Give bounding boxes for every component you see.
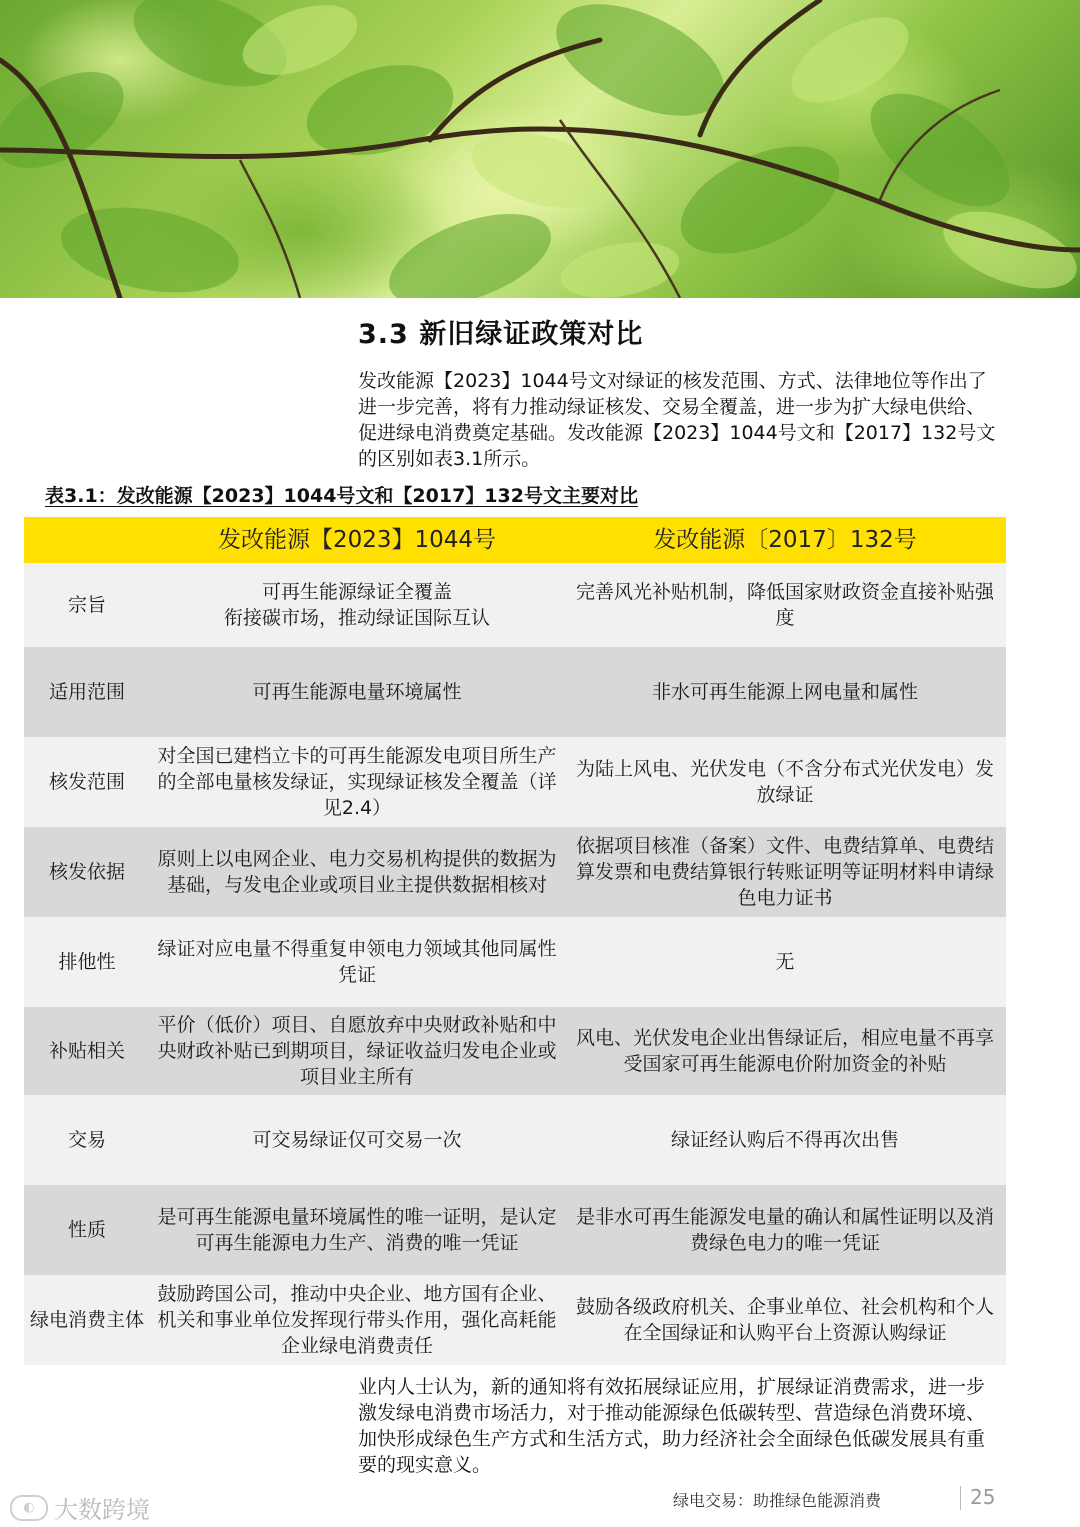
table-row <box>24 737 1006 827</box>
table-row <box>24 1275 1006 1365</box>
cell-2017: 非水可再生能源上网电量和属性 <box>651 681 918 703</box>
row-label: 性质 <box>67 1219 106 1241</box>
table-caption: 表3.1：发改能源【2023】1044号文和【2017】132号文主要对比 <box>45 485 638 507</box>
footer-divider <box>960 1486 961 1510</box>
cell-2017: 无 <box>775 951 795 973</box>
row-label: 交易 <box>67 1129 106 1151</box>
cell-2017: 依据项目核准（备案）文件、电费结算单、电费结算发票和电费结算银行转账证明等证明材料申请绿色电力证书 <box>575 835 994 909</box>
watermark-text: 大数跨境 <box>54 1496 150 1524</box>
watermark-logo-icon: ◐ <box>10 1495 48 1521</box>
row-label: 宗旨 <box>67 594 106 616</box>
cell-2023: 是可再生能源电量环境属性的唯一证明，是认定可再生能源电力生产、消费的唯一凭证 <box>157 1206 557 1254</box>
cell-2017: 是非水可再生能源发电量的确认和属性证明以及消费绿色电力的唯一凭证 <box>575 1206 994 1254</box>
cell-2017: 风电、光伏发电企业出售绿证后，相应电量不再享受国家可再生能源电价附加资金的补贴 <box>575 1027 994 1075</box>
table-row <box>24 563 1006 647</box>
row-label: 适用范围 <box>48 681 125 703</box>
cell-2017: 绿证经认购后不得再次出售 <box>670 1129 899 1151</box>
cell-2017: 鼓励各级政府机关、企事业单位、社会机构和个人在全国绿证和认购平台上资源认购绿证 <box>575 1296 994 1344</box>
section-title: 3.3 新旧绿证政策对比 <box>358 319 644 350</box>
row-label: 补贴相关 <box>48 1040 125 1062</box>
comparison-table <box>24 517 1006 1365</box>
cell-2023: 可再生能源电量环境属性 <box>252 681 462 703</box>
row-label: 绿电消费主体 <box>29 1309 144 1331</box>
header-cell-2023: 发改能源【2023】1044号 <box>217 527 497 553</box>
table-row <box>24 917 1006 1007</box>
table-header-row <box>24 517 1006 563</box>
watermark-logo <box>10 1490 150 1525</box>
table-row <box>24 827 1006 917</box>
table-row <box>24 647 1006 737</box>
row-label: 核发范围 <box>48 771 125 793</box>
cell-2023: 可再生能源绿证全覆盖 衔接碳市场，推动绿证国际互认 <box>223 581 490 629</box>
cell-2023: 绿证对应电量不得重复申领电力领域其他同属性凭证 <box>157 938 557 986</box>
row-label: 排他性 <box>58 951 116 973</box>
cell-2023: 鼓励跨国公司，推动中央企业、地方国有企业、机关和事业单位发挥现行带头作用，强化高耗能企业绿电消费责任 <box>157 1283 557 1357</box>
table-row <box>24 1095 1006 1185</box>
row-label: 核发依据 <box>48 861 125 883</box>
cell-2017: 完善风光补贴机制，降低国家财政资金直接补贴强度 <box>575 581 994 629</box>
cell-2023: 平价（低价）项目、自愿放弃中央财政补贴和中央财政补贴已到期项目，绿证收益归发电企业或项目业主所有 <box>157 1014 557 1088</box>
cell-2017: 为陆上风电、光伏发电（不含分布式光伏发电）发放绿证 <box>575 758 994 806</box>
table-row <box>24 1185 1006 1275</box>
intro-paragraph: 发改能源【2023】1044号文对绿证的核发范围、方式、法律地位等作出了进一步完善，将有力推动绿证核发、交易全覆盖，进一步为扩大绿电供给、促进绿电消费奠定基础。发改能源【2023】1044号文和【2017】132号文的区别如表3.1所示。 <box>358 370 996 470</box>
header-leaves-photo <box>0 0 1080 298</box>
leaves-illustration <box>0 0 1080 298</box>
table-row <box>24 1007 1006 1095</box>
cell-2023: 可交易绿证仅可交易一次 <box>252 1129 462 1151</box>
footer-title: 绿电交易：助推绿色能源消费 <box>673 1491 882 1510</box>
cell-2023: 原则上以电网企业、电力交易机构提供的数据为基础，与发电企业或项目业主提供数据相核对 <box>157 848 557 896</box>
conclusion-paragraph: 业内人士认为，新的通知将有效拓展绿证应用，扩展绿证消费需求，进一步激发绿电消费市场活力，对于推动能源绿色低碳转型、营造绿色消费环境、加快形成绿色生产方式和生活方式，助力经济社会全面绿色低碳发展具有重要的现实意义。 <box>358 1376 986 1476</box>
header-cell-2017: 发改能源〔2017〕132号 <box>653 527 917 553</box>
header-cell-empty <box>24 517 150 563</box>
page-number: 25 <box>970 1485 996 1509</box>
cell-2023: 对全国已建档立卡的可再生能源发电项目所生产的全部电量核发绿证，实现绿证核发全覆盖（详见2.4） <box>157 745 557 819</box>
